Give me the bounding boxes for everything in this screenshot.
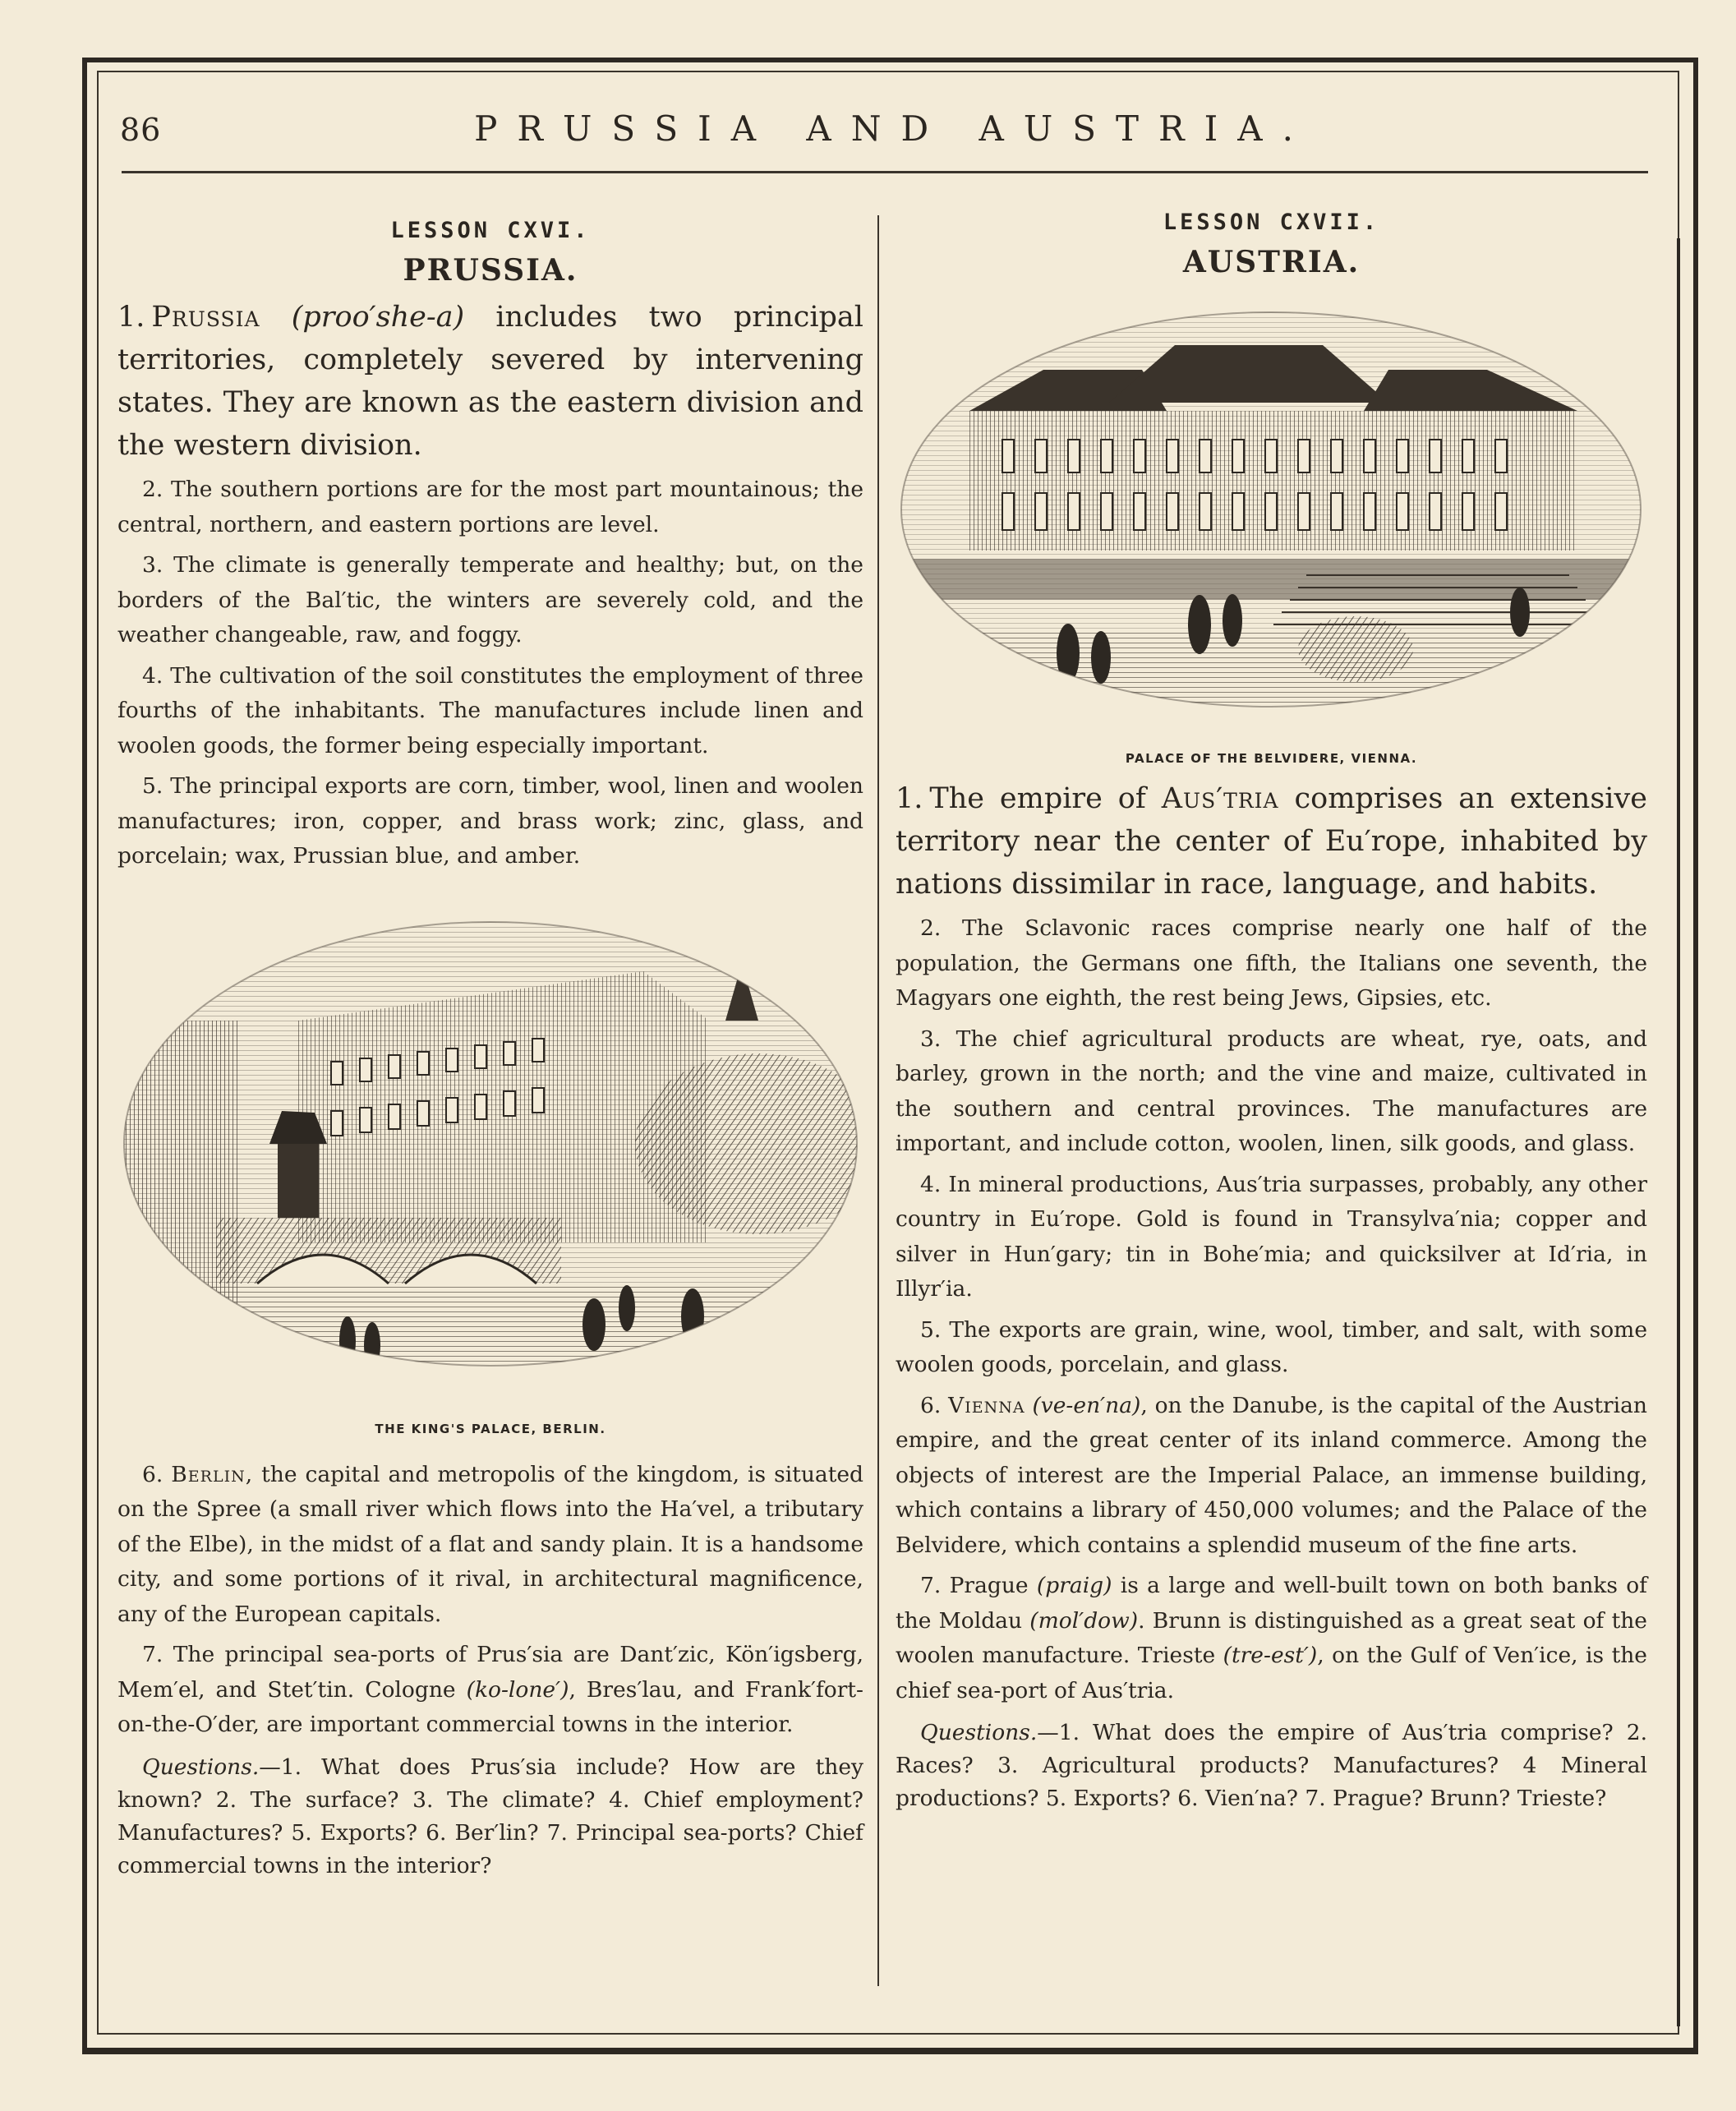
paragraph-3: 3. The chief agricultural products are wheat, rye, oats, and barley, grown in the north; and the vine and maize, cultivated in the southern and central provinces. The manufactures are important, and include cotton, woolen, linen, silk goods, and glass. bbox=[896, 1026, 1647, 1156]
questions-cxvi: Questions.—1. What does Prus′sia include? How are they known? 2. The surface? 3. The climate? 4. Chief employment? Manufactures? 5. Exports? 6. Ber′lin? 7. Principal sea-ports? Chief commercial towns in the interior? bbox=[117, 1754, 863, 1878]
right-column bbox=[896, 210, 1647, 1815]
paragraph-1: 1. The empire of Aus′tria comprises an extensive territory near the center of Eu′rope, inhabited by nations dissimilar in race, language, and habits. bbox=[896, 782, 1647, 901]
paragraph-2: 2. The southern portions are for the most part mountainous; the central, northern, and eastern portions are level. bbox=[117, 477, 863, 537]
paragraph-7: 7. Prague (praig) is a large and well-built town on both banks of the Moldau (mol′dow). Brunn is distinguished as a great seat of the woolen manufacture. Trieste (tre-est′), on the Gulf of Ven′ice, is the chief sea-port of Aus′tria. bbox=[896, 1573, 1647, 1703]
running-head bbox=[115, 105, 1672, 154]
right-border-rule bbox=[1677, 238, 1680, 2026]
lesson-number-cxvii: LESSON CXVII. bbox=[1163, 210, 1380, 235]
paragraph-6: 6. Vienna (ve-en′na), on the Danube, is the capital of the Austrian empire, and the great center of its inland commerce. Among the objects of interest are the Imperial Palace, an immense building, which contains a library of 450,000 volumes; and the Palace of the Belvidere, which contains a splendid museum of the fine arts. bbox=[896, 1392, 1647, 1558]
paragraph-5: 5. The principal exports are corn, timber, wool, linen and woolen manufactures; iron, copper, and brass work; zinc, glass, and porcelain; wax, Prussian blue, and amber. bbox=[117, 773, 863, 869]
paragraph-4: 4. The cultivation of the soil constitutes the employment of three fourths of the inhabitants. The manufactures include linen and woolen goods, the former being especially important. bbox=[117, 662, 863, 758]
belvidere-palace-engraving bbox=[896, 288, 1647, 748]
paragraph-7: 7. The principal sea-ports of Prus′sia are Dant′zic, Kön′igsberg, Mem′el, and Stet′tin. Cologne (ko-lone′), Bres′lau, and Frank′fort-on-the-O′der, are important commercial towns in the interior. bbox=[117, 1642, 863, 1737]
paragraph-1: 1. Prussia (proo′she-a) includes two principal territories, completely severed by intervening states. They are known as the eastern division and the western division. bbox=[117, 301, 863, 462]
paragraph-5: 5. The exports are grain, wine, wool, timber, and salt, with some woolen goods, porcelain, and glass. bbox=[896, 1316, 1647, 1377]
kings-palace-berlin-engraving bbox=[117, 897, 863, 1415]
column-divider bbox=[877, 215, 879, 1986]
left-column bbox=[117, 218, 863, 1883]
paragraph-6: 6. Berlin, the capital and metropolis of the kingdom, is situated on the Spree (a small river which flows into the Ha′vel, a tributary of the Elbe), in the midst of a flat and sandy plain. It is a handsome city, and some portions of it rival, in architectural magnificence, any of the European capitals. bbox=[117, 1461, 863, 1627]
lesson-title-austria: AUSTRIA. bbox=[1182, 245, 1361, 279]
lesson-title-prussia: PRUSSIA. bbox=[403, 253, 578, 288]
questions-cxvii: Questions.—1. What does the empire of Aus′tria comprise? 2. Races? 3. Agricultural products? Manufactures? 4 Mineral productions? 5. Exports? 6. Vien′na? 7. Prague? Brunn? Trieste? bbox=[896, 1720, 1647, 1811]
paragraph-3: 3. The climate is generally temperate and healthy; but, on the borders of the Bal′tic, the winters are severely cold, and the weather changeable, raw, and foggy. bbox=[117, 552, 863, 648]
lesson-number-cxvi: LESSON CXVI. bbox=[390, 218, 591, 243]
caption-kings-palace: THE KING'S PALACE, BERLIN. bbox=[375, 1421, 606, 1436]
header-rule bbox=[122, 171, 1648, 173]
paragraph-4: 4. In mineral productions, Aus′tria surpasses, probably, any other country in Eu′rope. Gold is found in Transylva′nia; copper and silver in Hun′gary; tin in Bohe′mia; and quicksilver at Id′ria, in Illyr′ia. bbox=[896, 1171, 1647, 1302]
caption-belvidere: PALACE OF THE BELVIDERE, VIENNA. bbox=[1125, 751, 1418, 766]
page-number: 86 bbox=[120, 112, 162, 148]
paragraph-2: 2. The Sclavonic races comprise nearly one half of the population, the Germans one fifth, the Italians one seventh, the Magyars one eighth, the rest being Jews, Gipsies, etc. bbox=[896, 915, 1647, 1011]
running-title: PRUSSIA AND AUSTRIA. bbox=[474, 108, 1313, 149]
